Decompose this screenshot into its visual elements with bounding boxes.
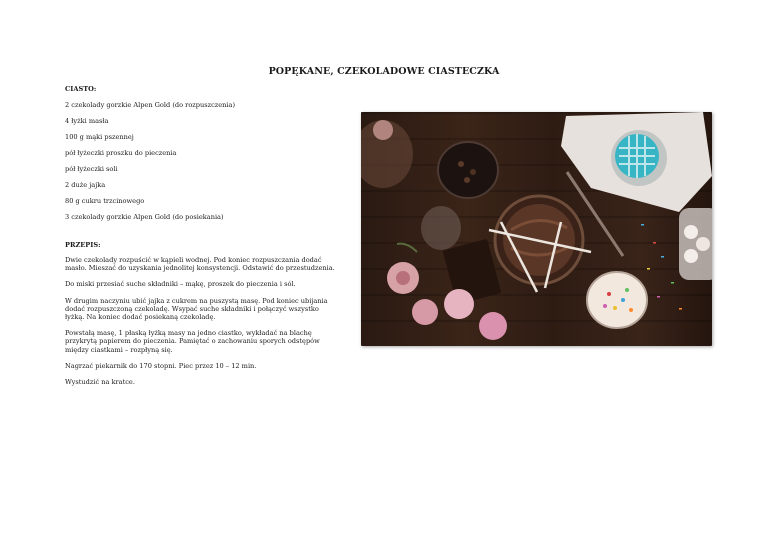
- recipe-step: Nagrzać piekarnik do 170 stopni. Piec przez 10 – 12 min.: [65, 361, 257, 370]
- ingredient-item: 3 czekolady gorzkie Alpen Gold (do posiekania): [65, 213, 224, 221]
- cookies-photo: [361, 112, 712, 346]
- ingredient-item: 2 duże jajka: [65, 181, 106, 189]
- glass-candle: [421, 206, 461, 250]
- recipe-step: W drugim naczyniu ubić jajka z cukrem na puszystą masę. Pod koniec ubijania dodać rozpuszczoną czekoladę. Wsypać suche składniki i połączyć wszystko łyżką. Na koniec dodać posiekaną czekoladę.: [65, 296, 328, 322]
- recipe-step: Dwie czekolady rozpuścić w kąpieli wodnej. Pod koniec rozpuszczania dodać masło. Mieszać do uzyskania jednolitej konsystencji. Odstawić do przestudzenia.: [65, 256, 335, 273]
- ingredient-item: 80 g cukru trzcinowego: [65, 197, 145, 205]
- ingredient-item: 4 łyżki masła: [65, 117, 109, 125]
- rose: [412, 299, 438, 325]
- page-title: POPĘKANE, CZEKOLADOWE CIASTECZKA: [268, 66, 500, 77]
- rose: [444, 289, 474, 319]
- sprinkles-bowl: [587, 272, 647, 328]
- recipe-step: Wystudzić na kratce.: [65, 378, 135, 387]
- cookies-photo-illustration: [361, 112, 712, 346]
- ingredients-list: [65, 101, 340, 221]
- ingredient-item: 100 g mąki pszennej: [65, 133, 134, 141]
- recipe-step: Do miski przesiać suche składniki – mąkę, proszek do pieczenia i sól.: [65, 280, 296, 289]
- recipe-heading: PRZEPIS:: [65, 241, 101, 249]
- ingredient-item: 2 czekolady gorzkie Alpen Gold (do rozpuszczenia): [65, 101, 236, 109]
- rose-small: [373, 120, 393, 140]
- recipe-text-column: [65, 85, 340, 394]
- recipe-steps: [65, 256, 340, 386]
- recipe-step: Powstałą masę, 1 płaską łyżką masy na jedno ciastko, wykładać na blachę przykrytą papierem do pieczenia. Pamiętać o zachowaniu sporych odstępów między ciastkami – rozpłyną się.: [65, 329, 320, 354]
- ingredient-item: pół łyżeczki proszku do pieczenia: [65, 149, 177, 157]
- ingredients-heading: CIASTO:: [65, 85, 97, 93]
- ingredient-item: pół łyżeczki soli: [65, 165, 118, 173]
- rose: [479, 312, 507, 340]
- chocolate-bowl: [438, 142, 498, 198]
